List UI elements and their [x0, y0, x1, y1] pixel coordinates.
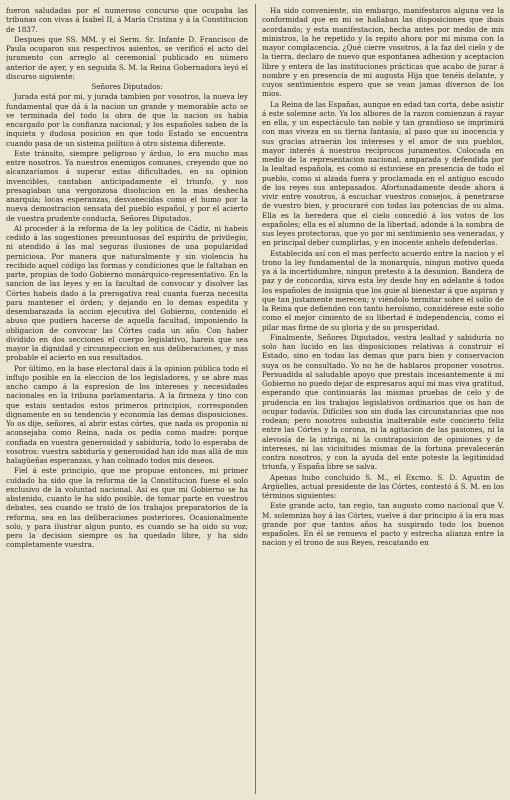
salutation: Señores Diputados: [91, 82, 163, 91]
left-column [6, 6, 248, 792]
paragraph: Al proceder á la reforma de la ley política de Cádiz, ni habeis cedido á las sugestiones presuntuosas del espíritu de privilegio, ni atendido á las mal seguras ilusiones de una popularidad perniciosa. Por manera que naturalmente y sin violencia ha recibido aquel código las formas y condiciones que le faltaban en parte, propias de todo Gobierno monárquico-representativo. En la sancion de las leyes y en la facultad de convocar y disolver las Córtes habeis dado á la prerogativa real cuanta fuerza necesita para mantener el órden; y dejando en lo demas espedita y desembarazada la accion ejecutiva del Gobierno, contenido el abuso que pudiera hacerse de aquella facultad, imponiendo la obligacion de convocar las Córtes cada un año. Con haber dividido en dos secciones el cuerpo legislativo, hareis que sea mayor la dignidad y circunspeccion en sus deliberaciones, y mas probable el acierto en sus resultados. [6, 223, 248, 363]
paragraph: Este grande acto, tan regio, tan augusto como nacional que V. M. solemniza hoy á las Córtes, vuelve á dar principio á la era mas grande por que tantos años ha suspirado todo los buenos españoles. En él se renueva el pacto y estrecha alianza entre la nacion y el trono de sus Reyes, rescatando en [262, 501, 504, 548]
paragraph: Finalmente, Señores Diputados, vestra lealtad y sabiduría no solo han lucido en las disposiciones relativas á construir el Estado, sino en todas las demas que para bien y conservacion suya os he consultado. Yo no he de hablaros proponer vosotros. Persuadida al saludable apoyo que prestais incesantemente á mi Gobierno no puedo dejar de expresaros aquí mi mas viva gratitud, esperando que continuarás las mismas pruebas de celo y de prudencia en los trabajos legislativos ordinarios que os han de ocupar todavía. Difíciles son sin duda las circunstancias que nos rodean; pero nosotros subsistia inalterable este concierto feliz entre las Córtes y la corona, ni la agitacion de las pasiones, ni la alevosía de la intriga, ni la contraposicion de opiniones y de intereses, ni las vicisitudes mismas de la fortuna prevalecerán contra nosotros, y con la ayuda del ente poteste la legitimidad triunfa, y España libre se salva. [262, 332, 504, 472]
paragraph: Fiel á este principio, que me propuse entonces, mi primer cuidado ha sido que la reforma de la Constitucion fuese el solo exclusivo de la voluntad nacional. Así es que mi Gobierno se ha abstenido, cuanto le ha sido posible, de tomar parte en vuestros debates, sea cuando se trató de los trabajos preparatorios de la reforma, sea en las deliberaciones posteriores. Ocasionalmente solo, y para ilustrar algun punto, es cuando se ha oido su voz; pero la decision siempre os ha quedado libre, y ha sido completamente vuestra. [6, 466, 248, 550]
right-column [262, 6, 504, 792]
column-divider [255, 4, 256, 794]
paragraph: La Reina de las Españas, aunque en edad tan corta, debe asistir á este solemne acto. Ya los albores de la razon comienzan á rayar en ella, y un espectáculo tan noble y tan grandioso se imprimirá con mas viveza en su tierna fantasía; al paso que su inocencia y sus gracias atraerán los intereses y el amor de sus pueblos, mayor interés á nuestros recíprocos juramentos. Colocada en medio de la representacion nacional, amparada y defendida por la lealtad española, es como si estuviese en presencia de todo el pueblo, como si alzada fuera y proclamada en el antiguo escudo de los reyes sus antepasados. Afortunadamente desde ahora á vivir entre vosotros, á escuchar vuestros consejos, á penetrarse de vuestro bien, y procuraré con todas las potencias de su alma. Ella es la heredera que el cielo concedió á los votos de los españoles; ella es el alumno de la libertad, adonde á la sombra de sus leyes protectoras, que yo por mi sentimiento sea veneradas, y en principal deber cumplirlas, y en inocente anhelo defenderlas. [262, 99, 504, 248]
paragraph: Establecida así con el mas perfecto acuerdo entre la nacion y el trono la ley fundamental de la monarquía, ningun motivo queda ya á la incertidumbre, ningun pretesto á la desunion. Bandera de paz y de concordia, sirva esta ley desde hoy en adelante á todos los españoles de insignia que los guie al bienestar á que aspiran y que tan justamente merecen; y viéndolo termitar sobre el solio de la Reina que defienden con tanto heroísmo, considérese este solio como el mejor cimiento de su libertad é independencia, como el pilar mas firme de su gloria y de su prosperidad. [262, 248, 504, 332]
paragraph: Este tránsito, siempre peligroso y árduo, lo era mucho mas entre nosotros. Ya nuestros enemigos comunes, creyendo que no alcanzaríamos á superar estas dificultades, en su opinion invencibles, cantaban anticipadamente el triunfo, y nos presagiaban una vergonzosa disolucion en la mas deshecha anarquía; locas esperanzas, desvanecidas como el humo por la nueva demostracion sensata del pueblo español, y por el acierto de vuestra prudente conducta, Señores Diputados. [6, 148, 248, 223]
paragraph: Despues que SS. MM. y el Serm. Sr. Infante D. Francisco de Paula ocuparon sus respectivos asientos, se verificó el acto del juramento con arreglo al ceremonial publicado en número anterior de ayer, y en seguida S. M. la Reina Gobernadora leyó el discurso siguiente: [6, 34, 248, 81]
paragraph: Jurada está por mi, y jurada tambien por vosotros, la nueva ley fundamental que dá á la nacion un grande y memorable acto se ve terminada del todo la obra de que la nacion os habia encargado por la confianza nacional; y los españoles saben de la inquieta y dudosa posicion en que todo Estado se encuentra cuando pasa de un sistema político á otro sistema diferente. [6, 92, 248, 148]
paragraph: Ha sido conveniente, sin embargo, manifestaros alguna vez la conformidad que en mi se hallaban las disposiciones que ibais acordando; y esta manifestacion, hecha antes por medio de mis ministros, la he repetido y la repito ahora por mi misma con la mayor complacencia. ¿Qué cierre vosotros, á la faz del cielo y de la tierra, declaro de nuevo que espontanea adhesion y aceptacion libre y entera de las instituciones prácticas que acabo de jurar á nombre y en presencia de mi augusta Hija que tenéis delante, y cuyos sentimientos espero que se vean jamas diversos de los mios. [262, 6, 504, 99]
paragraph: Apenas hubo concluido S. M., el Excmo. S. D. Agustin de Argüelles, actual presidente de las Córtes, contestó á S. M. en los términos siguientes: [262, 472, 504, 500]
opening-paragraph: fueron saludadas por el numeroso concurso que ocupaba las tribunas con vivas á Isabel II, á María Cristina y á la Constitucion de 1837. [6, 6, 248, 34]
paragraph: Por último, en la base electoral dais á la opinion pública todo el influjo posible en la eleccion de los legisladores, y se abre mas ancho campo á la espresion de los intereses y necesidades nacionales en la tribuna parlamentaria. A la firmeza y tino con que estais sentados estos primeros principios, corresponden dignamente en su tendencia y economía las demas disposiciones. Yo os dije, señores, al abrir estas córtes, que nada os proponia ni aconsejaba como Reina, nada os pedia como madre: porque confiada en vuestra generosidad y sabiduría, todo lo esperaba de vosotros: vuestra sabiduría y generosidad han ido mas allá de mis halagüeñas esperanzas, y han colmado todos mis deseos. [6, 363, 248, 465]
